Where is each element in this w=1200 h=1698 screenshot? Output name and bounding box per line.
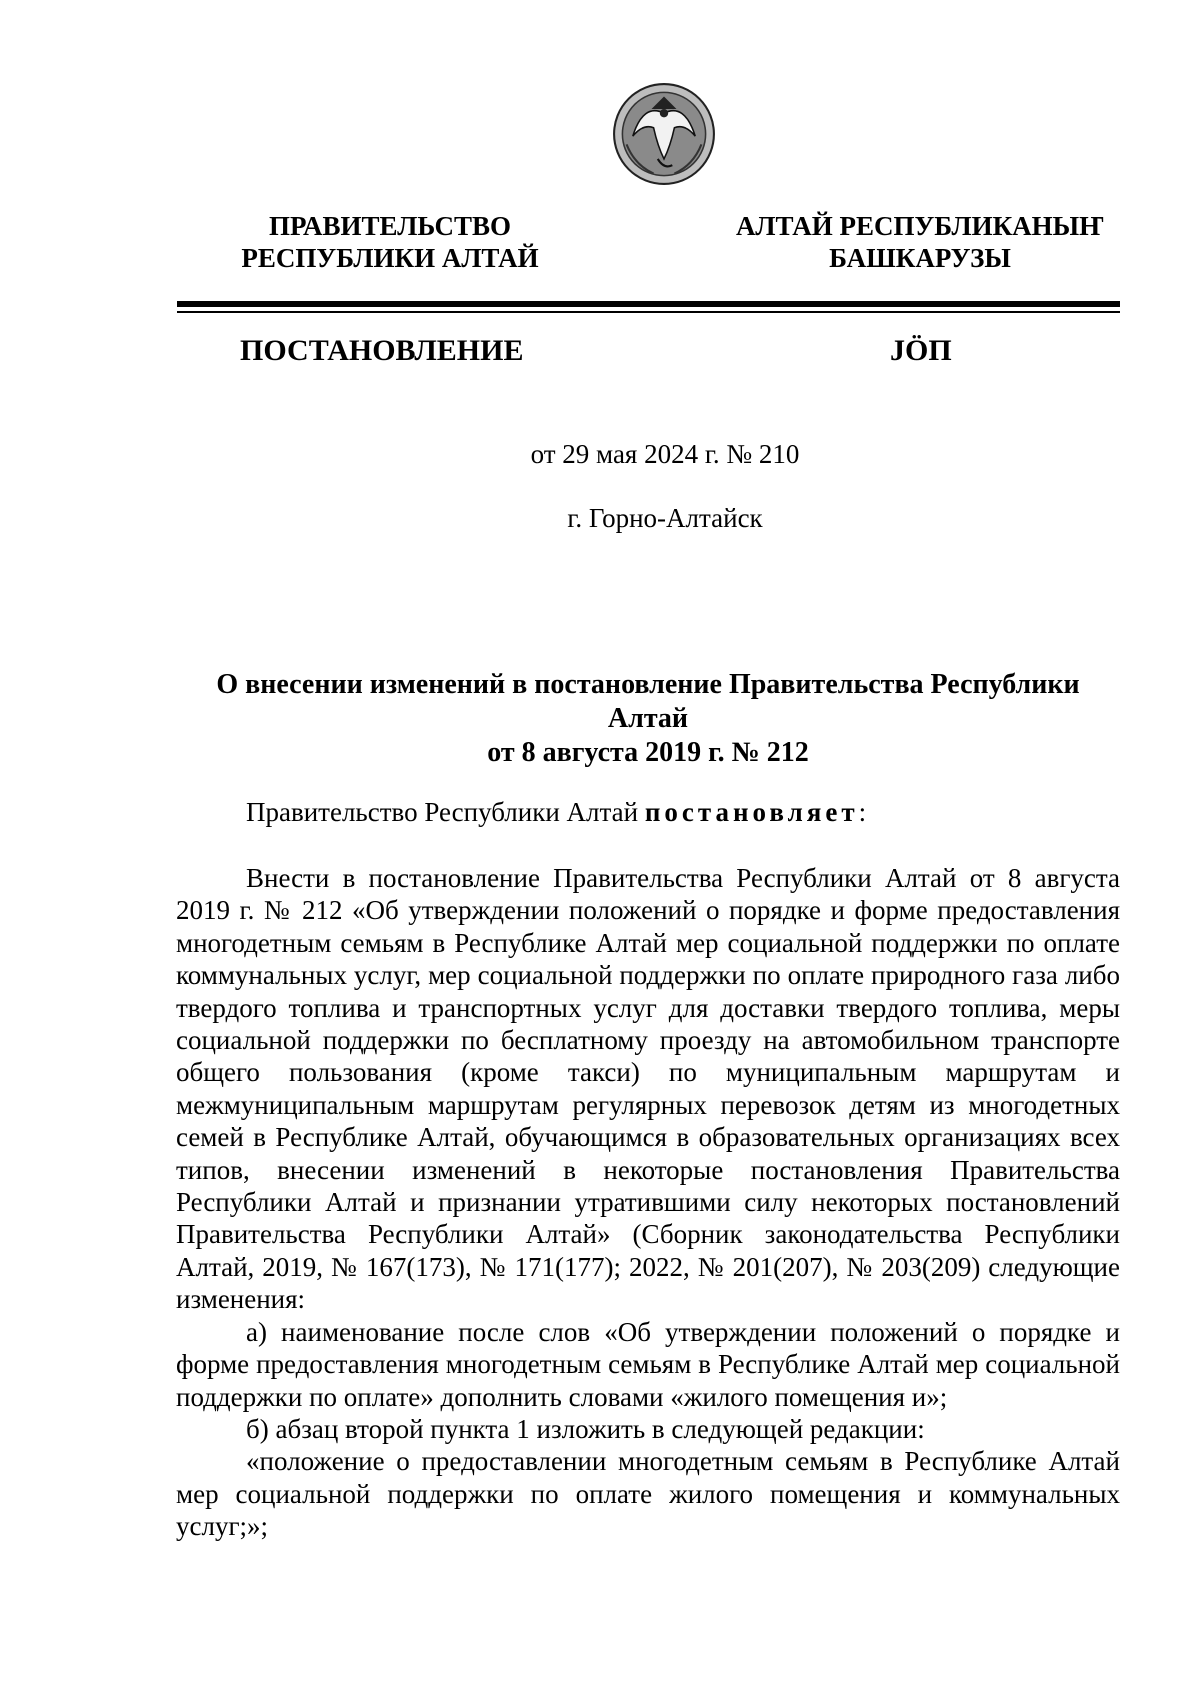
header-left xyxy=(210,210,570,274)
header-divider-thick xyxy=(177,301,1120,307)
intro-text: Правительство Республики Алтай xyxy=(246,797,639,827)
city: г. Горно-Алтайск xyxy=(567,503,763,533)
document-title xyxy=(176,668,1120,770)
header-divider-thin xyxy=(177,311,1120,313)
header-right-line2: БАШКАРУЗЫ xyxy=(829,243,1011,273)
title-line1: О внесении изменений в постановление Правительства Республики Алтай xyxy=(216,669,1080,734)
paragraph-b: б) абзац второй пункта 1 изложить в следующей редакции: xyxy=(246,1413,925,1444)
paragraph-quote: «положение о предоставлении многодетным семьям в Республике Алтай мер социальной поддержки по оплате жилого помещения и коммунальных услуг;»; xyxy=(176,1446,1120,1542)
coat-of-arms-emblem xyxy=(612,82,716,186)
header-right xyxy=(720,210,1120,274)
title-line2: от 8 августа 2019 г. № 212 xyxy=(487,737,809,768)
header-left-line2: РЕСПУБЛИКИ АЛТАЙ xyxy=(241,243,539,273)
header-right-line1: АЛТАЙ РЕСПУБЛИКАНЫҤ xyxy=(735,211,1105,241)
intro-line xyxy=(246,796,866,828)
header-left-line1: ПРАВИТЕЛЬСТВО xyxy=(268,211,512,241)
doc-type-left: ПОСТАНОВЛЕНИЕ xyxy=(240,334,524,367)
date-number: от 29 мая 2024 г. № 210 xyxy=(530,439,800,469)
paragraph-main: Внести в постановление Правительства Республики Алтай от 8 августа 2019 г. № 212 «Об утверждении положений о порядке и форме предоставления многодетным семьям в Республике Алтай мер социальной поддержки по оплате коммунальных услуг, мер социальной поддержки по оплате природного газа либо твердого топлива и транспортных услуг для доставки твердого топлива, меры социальной поддержки по бесплатному проезду на автомобильном транспорте общего пользования (кроме такси) по муниципальным маршрутам и межмуниципальным маршрутам регулярных перевозок детям из многодетных семей в Республике Алтай, обучающимся в образовательных организациях всех типов, внесении изменений в некоторые постановления Правительства Республики Алтай и признании утратившими силу некоторых постановлений Правительства Республики Алтай» (Сборник законодательства Республики Алтай, 2019, № 167(173), № 171(177); 2022, № 201(207), № 203(209) следующие изменения: xyxy=(176,863,1120,1315)
intro-colon: : xyxy=(858,797,867,827)
intro-decree-word: постановляет xyxy=(644,797,859,827)
doc-type-right: ЈӦП xyxy=(890,334,952,367)
document-body xyxy=(176,862,1120,1543)
paragraph-a: а) наименование после слов «Об утверждении положений о порядке и форме предоставления многодетным семьям в Республике Алтай мер социальной поддержки по оплате» дополнить словами «жилого помещения и»; xyxy=(176,1316,1120,1412)
